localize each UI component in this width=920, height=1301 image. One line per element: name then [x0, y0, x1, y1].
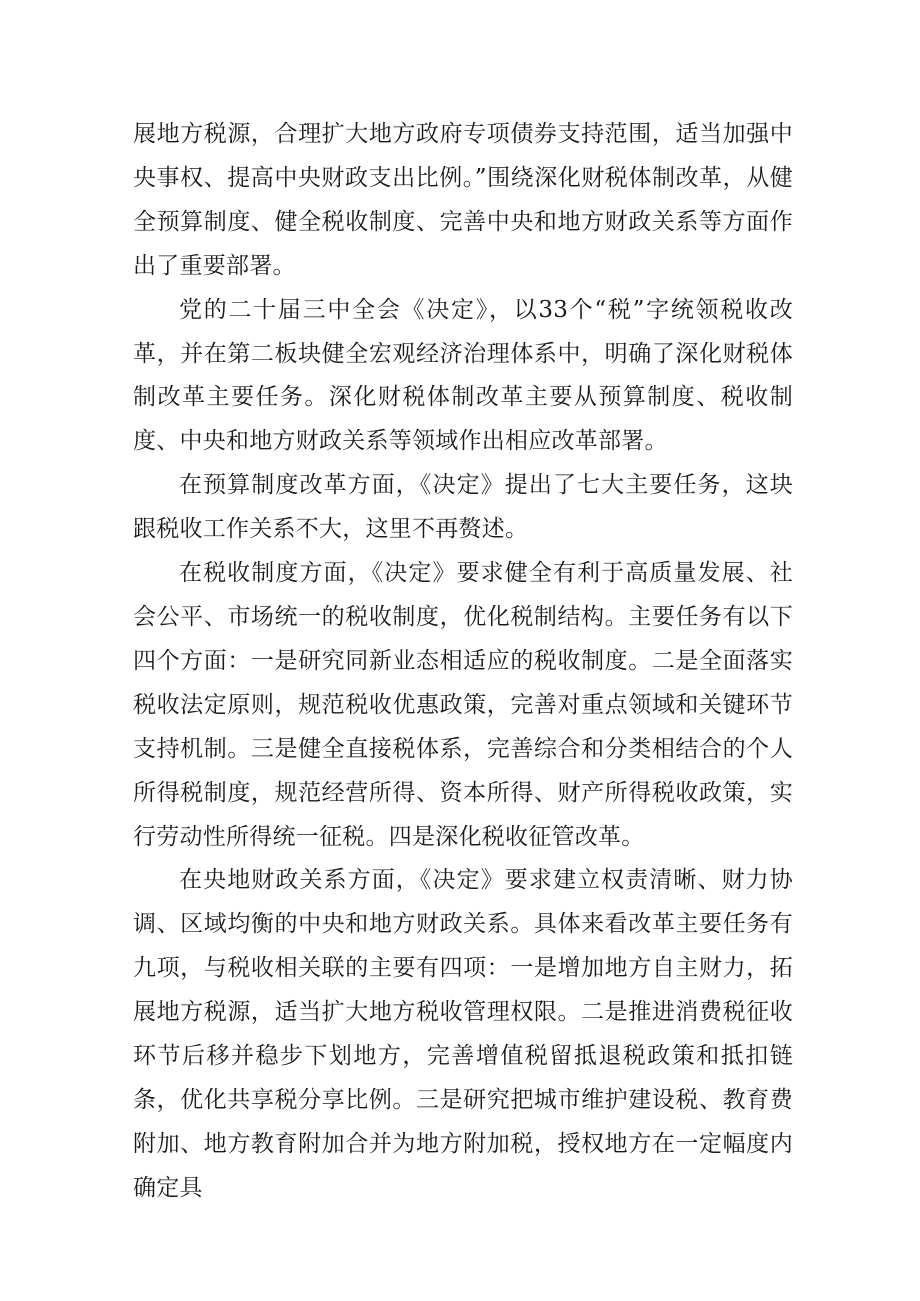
body-text: [133, 113, 793, 1211]
paragraph-1: 展地方税源，合理扩大地方政府专项债券支持范围，适当加强中央事权、提高中央财政支出比例。”围绕深化财税体制改革，从健全预算制度、健全税收制度、完善中央和地方财政关系等方面作出了重要部署。: [133, 121, 793, 279]
paragraph-2: 党的二十届三中全会《决定》，以33个“税”字统领税收改革，并在第二板块健全宏观经济治理体系中，明确了深化财税体制改革主要任务。深化财税体制改革主要从预算制度、税收制度、中央和地方财政关系等领域作出相应改革部署。: [133, 296, 793, 455]
paragraph-3: 在预算制度改革方面，《决定》提出了七大主要任务，这块跟税收工作关系不大，这里不再赘述。: [133, 472, 793, 543]
paragraph-4: 在税收制度方面，《决定》要求健全有利于高质量发展、社会公平、市场统一的税收制度，优化税制结构。主要任务有以下四个方面：一是研究同新业态相适应的税收制度。二是全面落实税收法定原则，规范税收优惠政策，完善对重点领域和关键环节支持机制。三是健全直接税体系，完善综合和分类相结合的个人所得税制度，规范经营所得、资本所得、财产所得税收政策，实行劳动性所得统一征税。四是深化税收征管改革。: [133, 560, 793, 850]
paragraph-5: 在央地财政关系方面，《决定》要求建立权责清晰、财力协调、区域均衡的中央和地方财政关系。具体来看改革主要任务有九项，与税收相关联的主要有四项：一是增加地方自主财力，拓展地方税源，适当扩大地方税收管理权限。二是推进消费税征收环节后移并稳步下划地方，完善增值税留抵退税政策和抵扣链条，优化共享税分享比例。三是研究把城市维护建设税、教育费附加、地方教育附加合并为地方附加税，授权地方在一定幅度内确定具: [133, 867, 793, 1201]
